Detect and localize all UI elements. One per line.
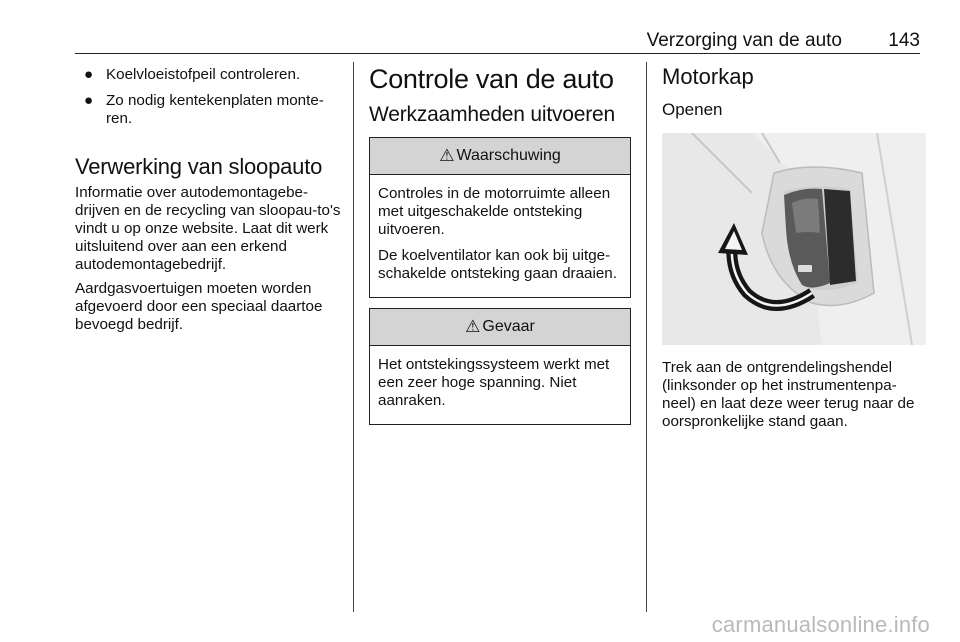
header-rule: [75, 53, 920, 54]
warning-triangle-icon: ⚠: [465, 317, 481, 336]
column-right: [662, 62, 926, 437]
hood-release-illustration: [662, 133, 926, 345]
column-middle: [369, 62, 631, 435]
section-title: Motorkap: [662, 64, 754, 89]
list-item: ● Koelvloeistofpeil controleren.: [84, 66, 301, 83]
warning-triangle-icon: ⚠: [439, 146, 455, 165]
paragraph: Het ontstekingssysteem werkt met een zeer hoge spanning. Niet aanraken.: [378, 356, 610, 409]
column-divider-1: [353, 62, 354, 612]
header-title: Verzorging van de auto: [646, 30, 842, 51]
page-header: [75, 26, 920, 54]
danger-label: Gevaar: [482, 318, 535, 335]
watermark: carmanualsonline.info: [711, 612, 930, 637]
page-number: 143: [888, 30, 920, 51]
section-subtitle: Werkzaamheden uitvoeren: [369, 103, 615, 126]
bullet-list: [75, 66, 343, 128]
chapter-title: Controle van de auto: [369, 64, 614, 94]
column-left: [75, 62, 343, 340]
subsection-title: Openen: [662, 100, 723, 119]
bullet-icon: ●: [84, 92, 94, 109]
paragraph: Aardgasvoertuigen moeten worden afgevoerd door een speciaal daartoe bevoegd bedrijf.: [75, 280, 323, 333]
section-title: Verwerking van sloopauto: [75, 154, 323, 179]
danger-box: [369, 308, 631, 425]
list-item: ● Zo nodig kentekenplaten monte-ren.: [84, 92, 324, 127]
paragraph: De koelventilator kan ook bij uitge-schakelde ontsteking gaan draaien.: [378, 247, 617, 282]
bullet-icon: ●: [84, 66, 94, 83]
column-divider-2: [646, 62, 647, 612]
paragraph: Informatie over autodemontagebe-drijven en de recycling van sloopau-to's vindt u op onze website. Laat dit werk uitsluitend over aan een erkend autodemontagebedrijf.: [75, 184, 341, 273]
paragraph: Controles in de motorruimte alleen met uitgeschakelde ontsteking uitvoeren.: [378, 185, 611, 238]
warning-label: Waarschuwing: [456, 147, 561, 164]
warning-box: [369, 137, 631, 298]
paragraph: Trek aan de ontgrendelingshendel (linksonder op het instrumentenpa-neel) en laat deze weer terug naar de oorspronkelijke stand gaan.: [662, 359, 915, 430]
